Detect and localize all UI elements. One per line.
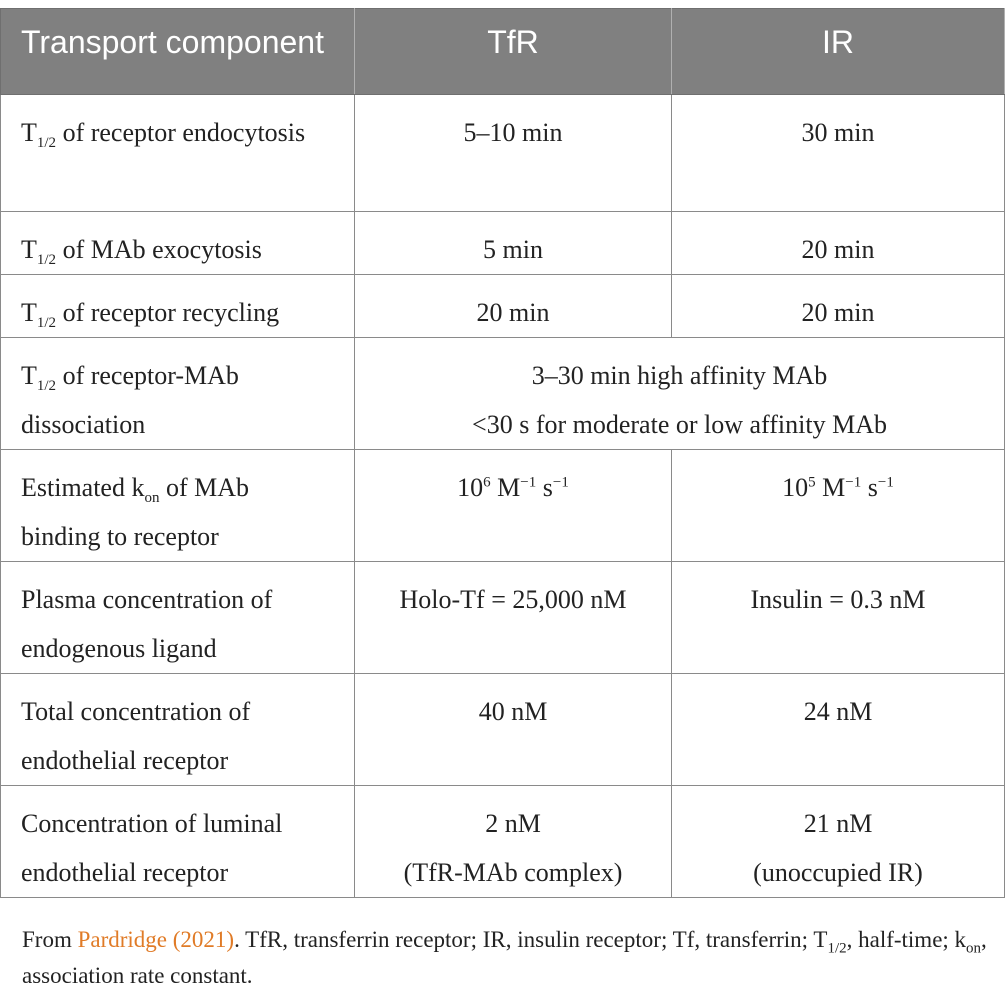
row-label: Estimated $k_{on}$ of MAb binding to receptor (1, 450, 355, 562)
table-row (1, 562, 1005, 674)
ir-value: 21 nM (unoccupied IR) (672, 786, 1005, 898)
tfr-value: 5 min (355, 212, 672, 275)
value-line-2: <30 s for moderate or low affinity MAb (472, 410, 887, 439)
table-row (1, 212, 1005, 275)
table-row (1, 275, 1005, 338)
row-label: Concentration of luminal endothelial receptor (1, 786, 355, 898)
ir-value: 30 min (672, 95, 1005, 212)
ir-value: Insulin = 0.3 nM (672, 562, 1005, 674)
header-transport-component: Transport component (1, 9, 355, 95)
row-label: $T_{1/2}$ of MAb exocytosis (1, 212, 355, 275)
table-row (1, 338, 1005, 450)
tfr-value: 2 nM (TfR-MAb complex) (355, 786, 672, 898)
table-row (1, 450, 1005, 562)
table-row (1, 95, 1005, 212)
tfr-value: 20 min (355, 275, 672, 338)
tfr-value: $10^6$ $M^{-1}$ $s^{-1}$ (355, 450, 672, 562)
header-tfr: TfR (355, 9, 672, 95)
ir-value: 20 min (672, 212, 1005, 275)
row-label: $T_{1/2}$ of receptor endocytosis (1, 95, 355, 212)
row-label: Total concentration of endothelial receptor (1, 674, 355, 786)
ir-value: 24 nM (672, 674, 1005, 786)
table-row (1, 786, 1005, 898)
row-label: Plasma concentration of endogenous ligand (1, 562, 355, 674)
tfr-value: Holo-Tf = 25,000 nM (355, 562, 672, 674)
row-label: $T_{1/2}$ of receptor-MAb dissociation (1, 338, 355, 450)
ir-value: $10^5$ $M^{-1}$ $s^{-1}$ (672, 450, 1005, 562)
shared-value (355, 338, 1005, 450)
header-ir: IR (672, 9, 1005, 95)
table-footnote: From Pardridge (2021). TfR, transferrin receptor; IR, insulin receptor; Tf, transferrin; $T_{1/2}$, half-time; $k_{on}$, association rate constant. (22, 927, 987, 988)
data-table (0, 8, 1005, 898)
tfr-value: 5–10 min (355, 95, 672, 212)
row-label: $T_{1/2}$ of receptor recycling (1, 275, 355, 338)
tfr-value: 40 nM (355, 674, 672, 786)
reference-link[interactable]: Pardridge (2021) (77, 927, 235, 952)
header-row (1, 9, 1005, 95)
value-line-1: 3–30 min high affinity MAb (531, 361, 828, 390)
ir-value: 20 min (672, 275, 1005, 338)
table-row (1, 674, 1005, 786)
